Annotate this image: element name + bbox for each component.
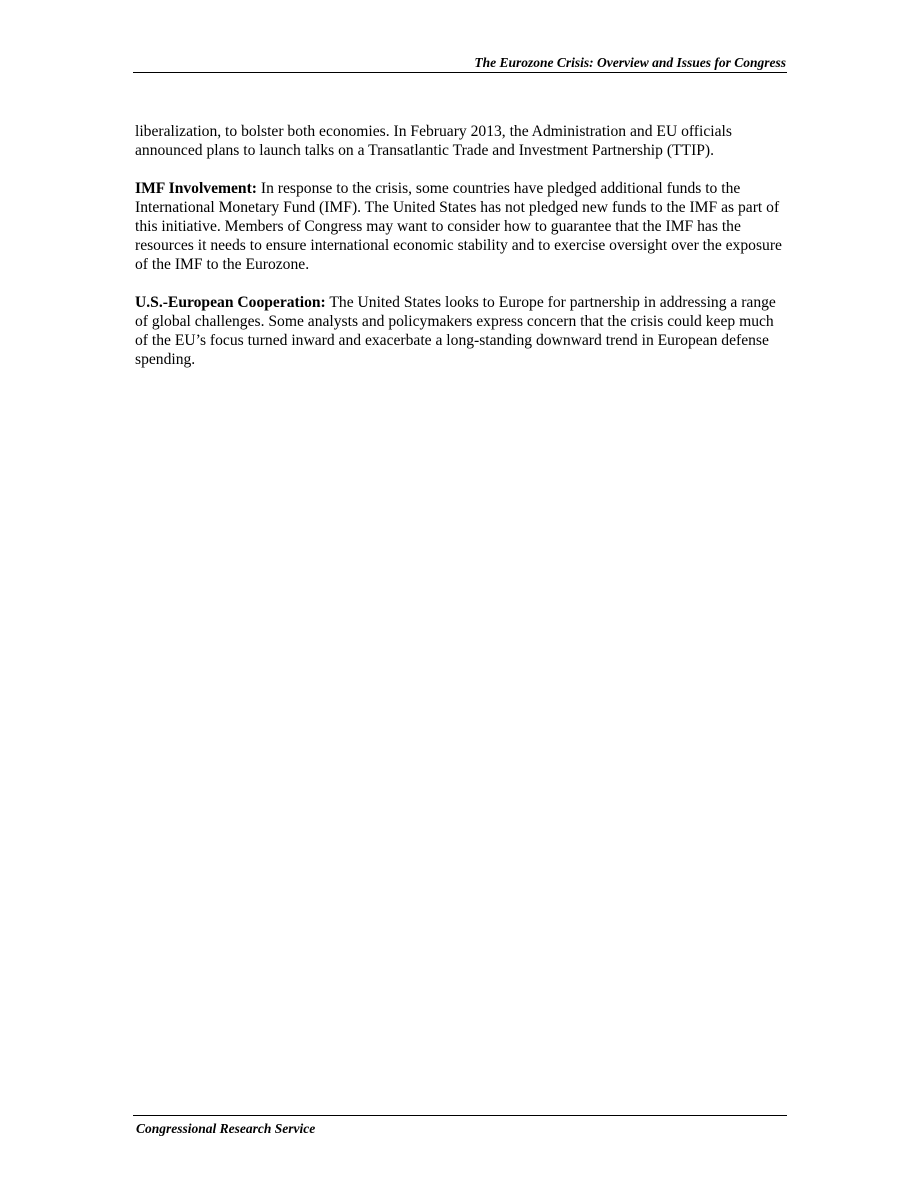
- paragraph-trade-liberalization: [135, 122, 790, 160]
- paragraph-text: The United States looks to Europe for partnership in addressing a range of global challenges. Some analysts and policymakers express concern that the crisis could keep much of the EU’s focus turned inward and exacerbate a long-standing downward trend in European defense spending.: [135, 294, 776, 368]
- publisher-label: Congressional Research Service: [136, 1121, 316, 1136]
- paragraph-heading: U.S.-European Cooperation:: [135, 294, 326, 311]
- running-header: [133, 54, 787, 73]
- report-title: The Eurozone Crisis: Overview and Issues for Congress: [474, 55, 786, 70]
- paragraph-heading: IMF Involvement:: [135, 180, 257, 197]
- running-footer: [133, 1115, 787, 1136]
- paragraph-imf-involvement: [135, 179, 790, 274]
- paragraph-text: In response to the crisis, some countries have pledged additional funds to the International Monetary Fund (IMF). The United States has not pledged new funds to the IMF as part of this initiative. Members of Congress may want to consider how to guarantee that the IMF has the resources it needs to ensure international economic stability and to exercise oversight over the exposure of the IMF to the Eurozone.: [135, 180, 782, 273]
- body-text: [135, 122, 790, 388]
- paragraph-text: liberalization, to bolster both economies. In February 2013, the Administration and EU officials announced plans to launch talks on a Transatlantic Trade and Investment Partnership (TTIP).: [135, 123, 732, 159]
- paragraph-us-european-cooperation: [135, 293, 790, 369]
